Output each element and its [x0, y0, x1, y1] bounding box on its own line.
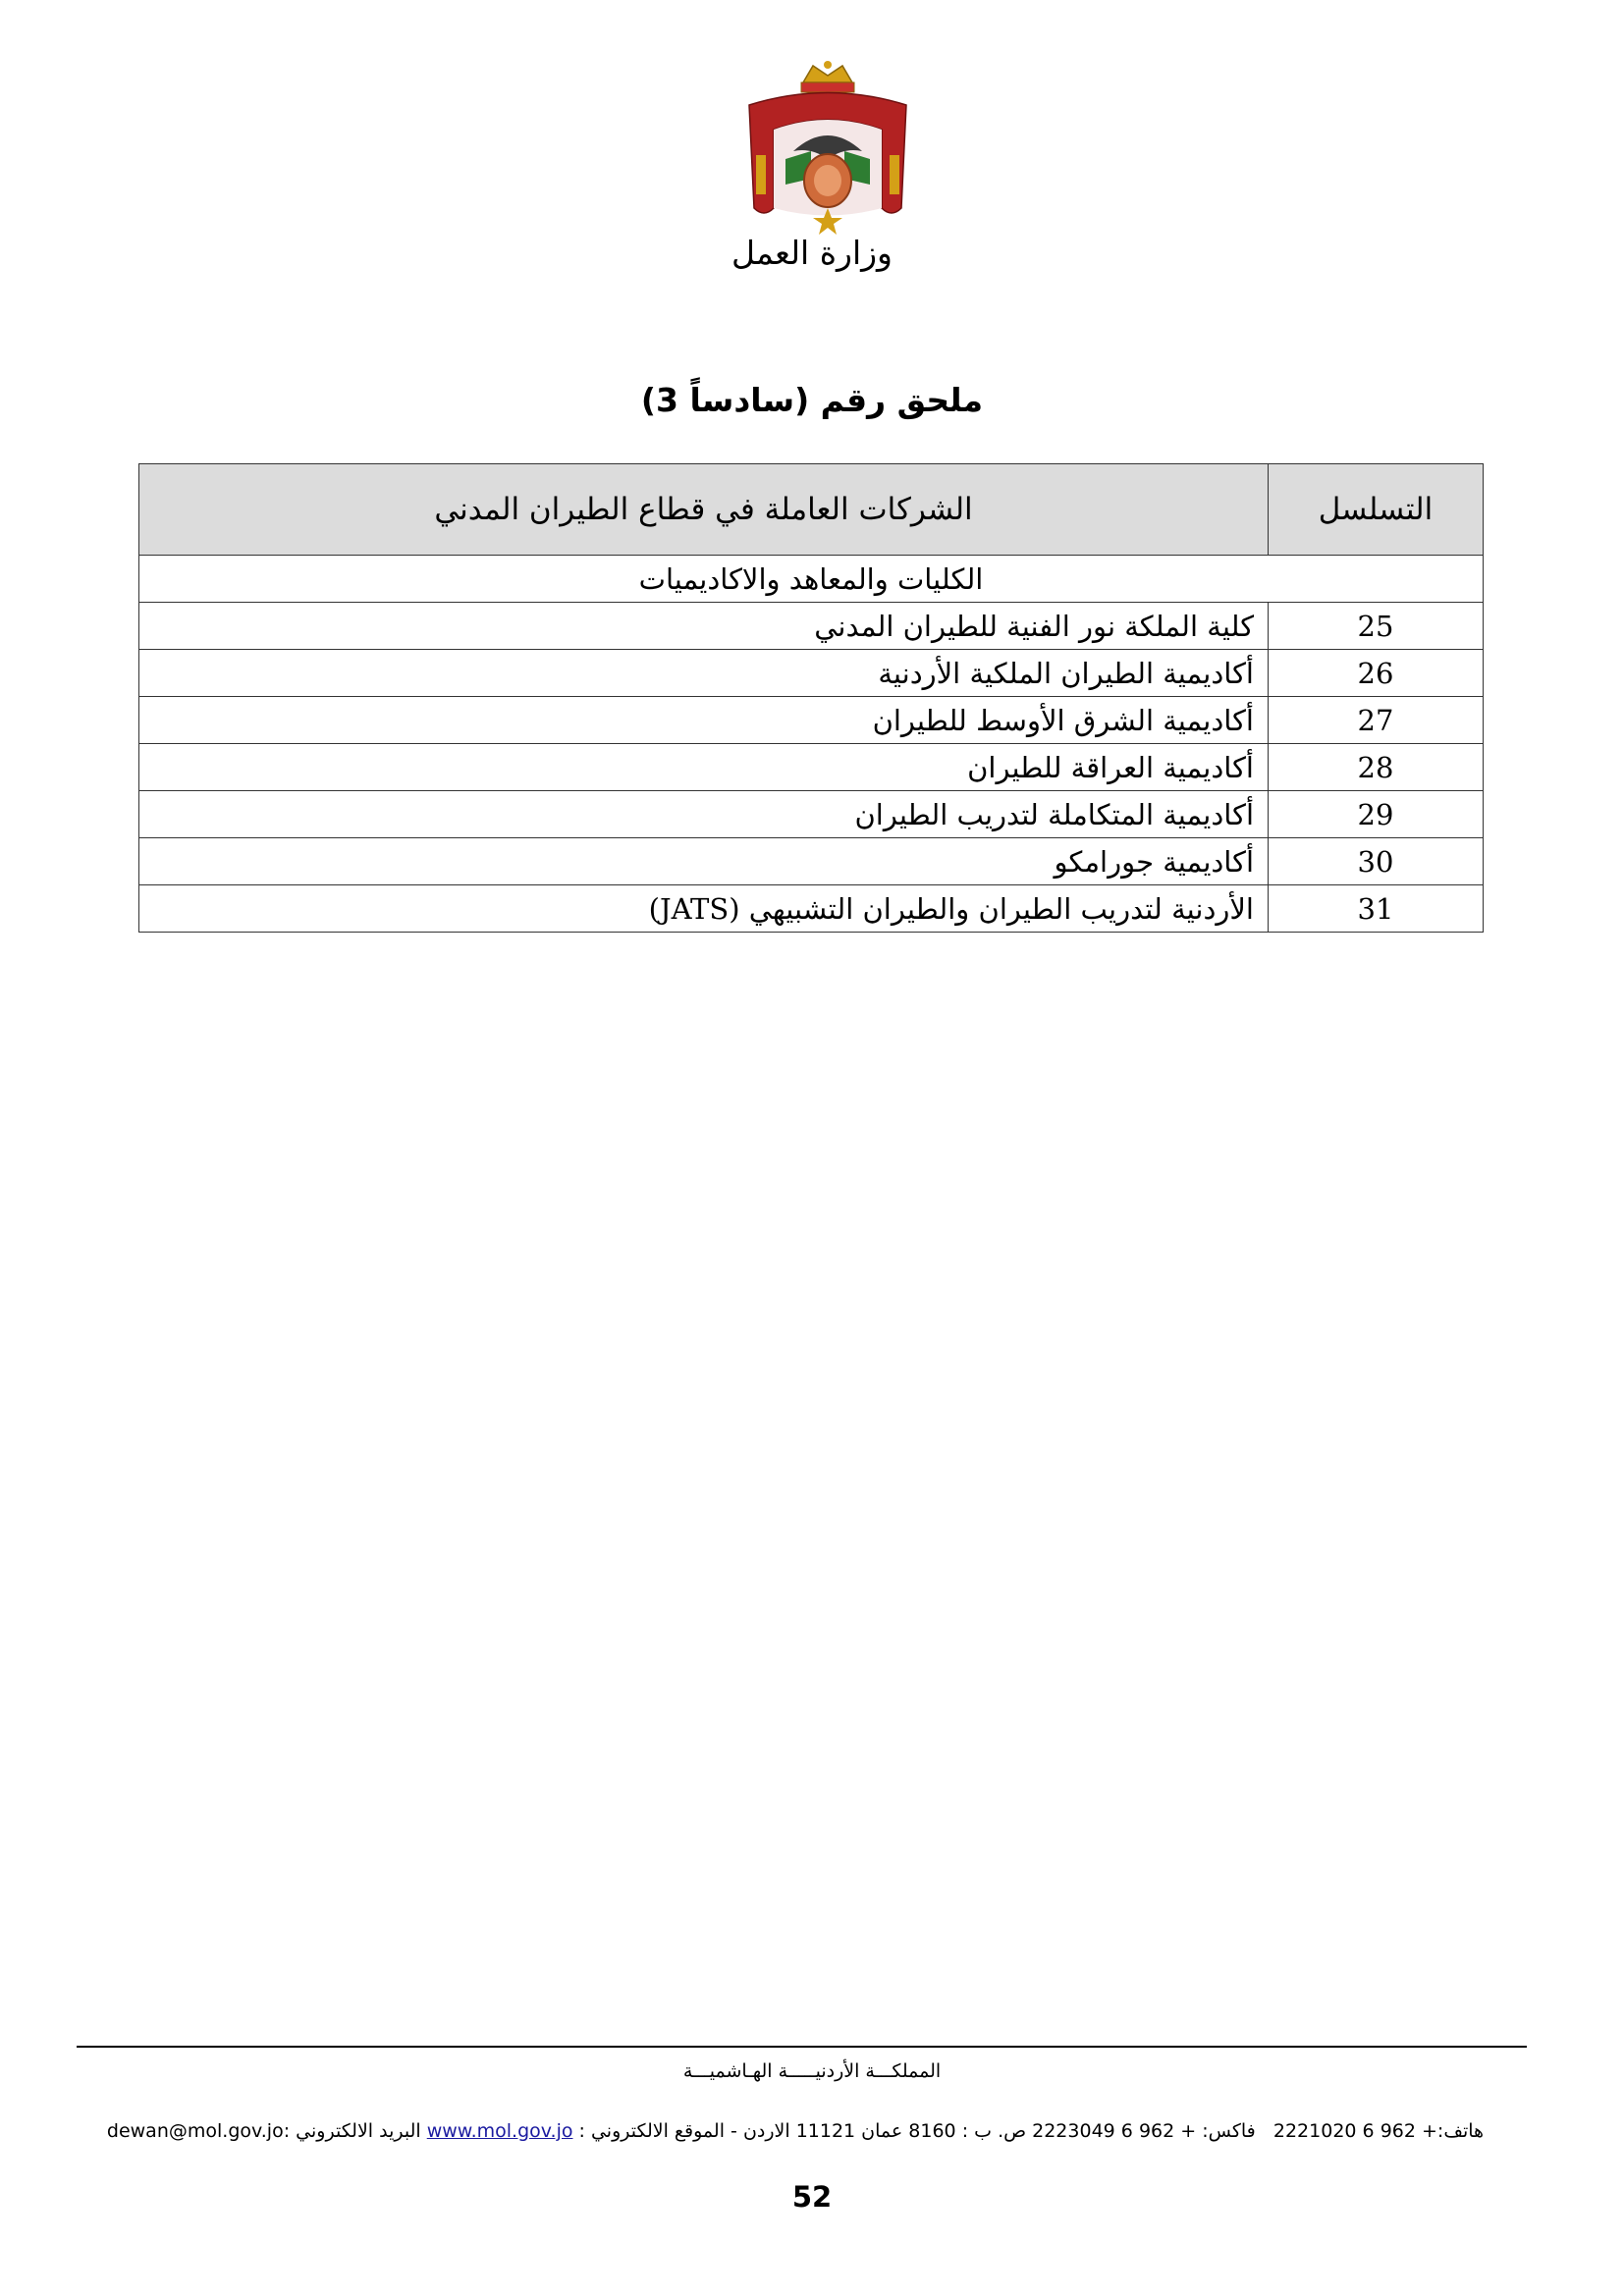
table-row: [139, 791, 1484, 838]
row-company-name: أكاديمية العراقة للطيران: [139, 744, 1269, 791]
column-header-sequence: التسلسل: [1269, 464, 1484, 556]
row-company-name: أكاديمية الشرق الأوسط للطيران: [139, 697, 1269, 744]
footer-phone: هاتف:+ 962 6 2221020: [1272, 2120, 1485, 2142]
footer-website-label: - الموقع الالكتروني :: [578, 2120, 737, 2142]
table-row: [139, 744, 1484, 791]
footer-website-link[interactable]: www.mol.gov.jo: [426, 2120, 573, 2142]
footer-kingdom-name: المملكـــة الأردنيـــــة الهـاشميـــة: [682, 2060, 942, 2082]
table-row: [139, 697, 1484, 744]
table-header-row: [139, 464, 1484, 556]
table-row: [139, 885, 1484, 933]
row-company-name: كلية الملكة نور الفنية للطيران المدني: [139, 603, 1269, 650]
row-company-name: الأردنية لتدريب الطيران والطيران التشبيهي (JATS): [139, 885, 1269, 933]
footer-email-label: البريد الالكتروني: [296, 2120, 421, 2142]
row-sequence: 25: [1269, 603, 1484, 650]
footer-po-box: ص. ب : 8160 عمان 11121 الاردن: [742, 2120, 1027, 2142]
footer-divider: [77, 2046, 1527, 2048]
footer-contact-line: [98, 2120, 1492, 2142]
annex-title: ملحق رقم (سادساً 3): [640, 381, 984, 419]
coat-of-arms-emblem: [734, 61, 921, 238]
footer-fax: فاكس: + 962 6 2223049: [1032, 2120, 1256, 2142]
table-row: [139, 650, 1484, 697]
row-sequence: 29: [1269, 791, 1484, 838]
row-sequence: 26: [1269, 650, 1484, 697]
row-sequence: 31: [1269, 885, 1484, 933]
section-heading: الكليات والمعاهد والاكاديميات: [139, 556, 1484, 603]
row-company-name: أكاديمية جورامكو: [139, 838, 1269, 885]
ministry-name: وزارة العمل: [731, 234, 893, 272]
table-row: [139, 603, 1484, 650]
row-sequence: 27: [1269, 697, 1484, 744]
row-sequence: 30: [1269, 838, 1484, 885]
companies-table: [138, 463, 1484, 933]
section-heading-row: [139, 556, 1484, 603]
page-number: 52: [791, 2180, 833, 2214]
table-row: [139, 838, 1484, 885]
row-company-name: أكاديمية الطيران الملكية الأردنية: [139, 650, 1269, 697]
row-company-name: أكاديمية المتكاملة لتدريب الطيران: [139, 791, 1269, 838]
column-header-companies: الشركات العاملة في قطاع الطيران المدني: [139, 464, 1269, 556]
footer-email[interactable]: :dewan@mol.gov.jo: [106, 2120, 291, 2142]
row-sequence: 28: [1269, 744, 1484, 791]
